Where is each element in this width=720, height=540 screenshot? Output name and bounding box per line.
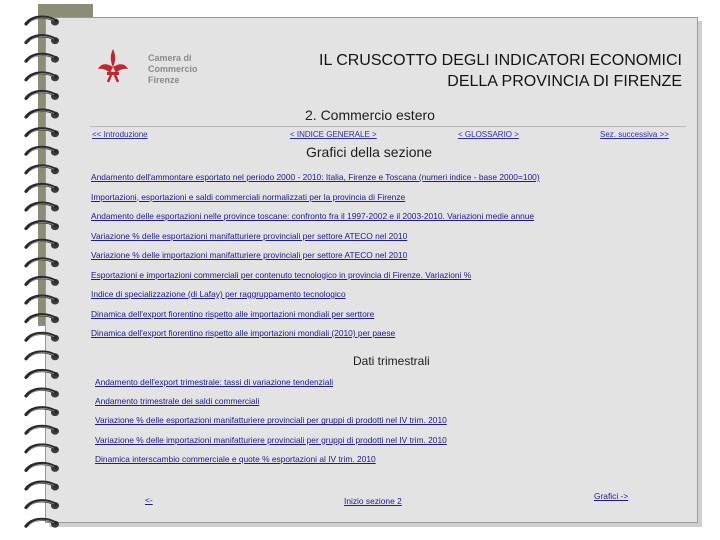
quarterly-link[interactable]: Andamento dell'export trimestrale: tassi di variazione tendenziali	[95, 377, 334, 387]
quarterly-data-title: Dati trimestrali	[353, 354, 430, 368]
quarterly-link[interactable]: Andamento trimestrale dei saldi commerciali	[95, 396, 260, 407]
back-link[interactable]: <-	[145, 495, 153, 505]
graph-link[interactable]: Importazioni, esportazioni e saldi commerciali normalizzati per la provincia di Firenze	[91, 191, 406, 202]
graph-link[interactable]: Esportazioni e importazioni commerciali per contenuto tecnologico in provincia di Firenze. Variazioni %	[91, 269, 472, 280]
logo	[93, 45, 243, 85]
binder-ring	[26, 203, 59, 211]
title-line1: IL CRUSCOTTO DEGLI INDICATORI ECONOMICI	[319, 52, 682, 69]
logo-text	[148, 53, 243, 86]
binder-ring	[26, 389, 59, 397]
section-title: 2. Commercio estero	[305, 107, 435, 123]
binder-ring	[26, 445, 59, 453]
quarterly-link[interactable]: Dinamica interscambio commerciale e quote % esportazioni al IV trim. 2010	[95, 453, 376, 464]
binder-rings	[22, 10, 82, 530]
quarterly-link[interactable]: Variazione % delle esportazioni manifatturiere provinciali per gruppi di prodotti nel IV trim. 2010	[95, 415, 447, 426]
binder-ring	[26, 185, 59, 193]
binder-ring	[26, 519, 59, 527]
logo-line2: Firenze	[148, 75, 180, 85]
binder-ring	[26, 296, 59, 304]
graph-link[interactable]: Dinamica dell'export fiorentino rispetto alle importazioni mondiali per serttore	[91, 308, 375, 319]
nav-index-link[interactable]: < INDICE GENERALE >	[290, 130, 377, 139]
binder-ring	[26, 240, 59, 248]
binder-ring	[26, 464, 59, 472]
binder-ring	[26, 408, 59, 416]
binder-ring	[26, 129, 59, 137]
forward-link[interactable]: Grafici ->	[594, 491, 629, 501]
binder-ring	[26, 147, 59, 155]
nav-intro-link[interactable]: << Introduzione	[92, 130, 148, 139]
binder-ring	[26, 426, 59, 434]
title-line2: DELLA PROVINCIA DI FIRENZE	[447, 73, 682, 90]
binder-ring	[26, 482, 59, 490]
graph-link[interactable]: Variazione % delle esportazioni manifatturiere provinciali per settore ATECO nel 2010	[91, 230, 408, 241]
logo-line1: Camera di Commercio	[148, 53, 198, 74]
divider	[90, 126, 686, 127]
nav-glossary-link[interactable]: < GLOSSARIO >	[458, 130, 519, 139]
binder-ring	[26, 352, 59, 360]
page-title	[250, 50, 682, 92]
binder-ring	[26, 54, 59, 62]
graph-link[interactable]: Andamento dell'ammontare esportato nel periodo 2000 - 2010: Italia, Firenze e Toscana (numeri indice - base 2000=100)	[91, 172, 540, 182]
graph-link[interactable]: Indice di specializzazione (di Lafay) per raggruppamento tecnologico	[91, 289, 346, 299]
section-start-link[interactable]: Inizio sezione 2	[344, 496, 402, 506]
quarterly-link-list	[95, 376, 447, 472]
graph-link-list	[91, 171, 540, 347]
binder-ring	[26, 166, 59, 174]
binder-ring	[26, 222, 59, 230]
binder-ring	[26, 315, 59, 323]
binder-ring	[26, 333, 59, 341]
binder-ring	[26, 371, 59, 379]
quarterly-link[interactable]: Variazione % delle importazioni manifatturiere provinciali per gruppi di prodotti nel IV trim. 2010	[95, 434, 447, 445]
graph-link[interactable]: Variazione % delle importazioni manifatturiere provinciali per settore ATECO nel 2010	[91, 250, 408, 260]
binder-ring	[26, 92, 59, 100]
binder-ring	[26, 278, 59, 286]
nav-next-link[interactable]: Sez. successiva >>	[600, 130, 669, 139]
binder-ring	[26, 17, 59, 25]
graph-link[interactable]: Dinamica dell'export fiorentino rispetto alle importazioni mondiali (2010) per paese	[91, 328, 396, 338]
binder-ring	[26, 501, 59, 509]
florence-lily-icon	[93, 45, 133, 85]
section-subtitle: Grafici della sezione	[306, 144, 433, 160]
binder-ring	[26, 73, 59, 81]
binder-ring	[26, 110, 59, 118]
binder-ring	[26, 259, 59, 267]
graph-link[interactable]: Andamento delle esportazioni nelle province toscane: confronto fra il 1997-2002 e il 2003-2010. Variazioni medie annue	[91, 211, 535, 221]
binder-ring	[26, 36, 59, 44]
